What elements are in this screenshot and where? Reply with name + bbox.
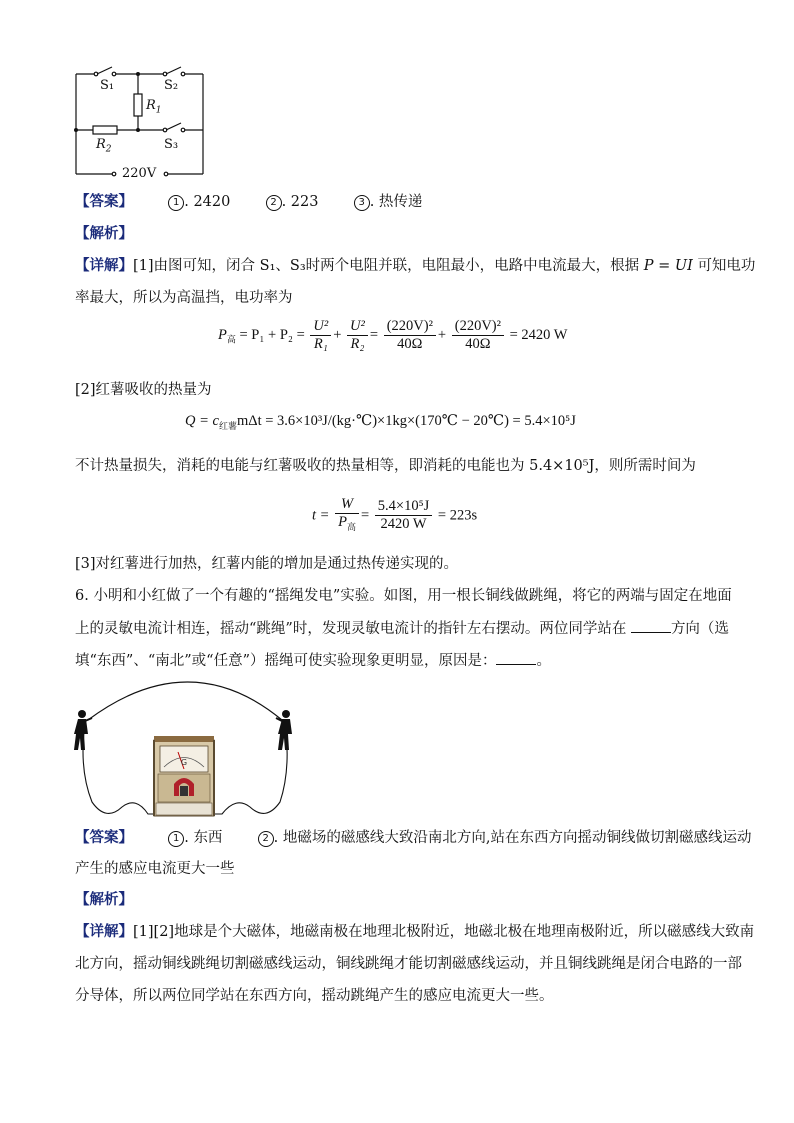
answer-blank-1	[631, 632, 671, 633]
q5-detail-line2: 率最大，所以为高温挡，电功率为	[75, 290, 293, 306]
q5-answer: 【答案】 1 . 2420 2 . 223 3 . 热传递	[75, 193, 423, 210]
galvanometer-label: G	[180, 758, 188, 767]
person-right-icon	[276, 710, 292, 750]
q6-question-line1: 6. 小明和小红做了一个有趣的“摇绳发电”实验。如图，用一根长铜线做跳绳，将它的两端与固定在地面	[75, 588, 732, 604]
q6-question-line2: 上的灵敏电流计相连，摇动“跳绳”时，发现灵敏电流计的指针左右摆动。两位同学站在 方向（选	[75, 621, 729, 637]
q6-analysis-tag: 【解析】	[75, 891, 133, 908]
q6-answer-cont: 产生的感应电流更大一些	[75, 861, 235, 877]
equation-power: $P_高 = P_1 + P_2$ = $\frac{\text{U²}}{\text{R₁}}$ + $\frac{\text{U²}}{\text{R₂}}$ = $\frac{\text{(220V)²}}{40\Omega}$ + $\frac{\text{(220V)²}}{40\Omega}$ = 2420 W	[218, 318, 568, 352]
label-s2: S₂	[164, 78, 179, 93]
label-r1: $R_1$	[146, 98, 162, 116]
answer-blank-2	[496, 664, 536, 665]
galvanometer-icon	[154, 736, 214, 816]
equation-heat: $Q = c_{红薯}m\Delta t$ = 3.6×10³J/(kg·℃)×1kg×(170℃ − 20℃) = 5.4×10⁵J	[185, 413, 576, 431]
label-r2: $R_2$	[96, 137, 112, 155]
q5-detail-line4: 不计热量损失，消耗的电能与红薯吸收的热量相等，即消耗的电能也为 5.4×10⁵J，则所需时间为	[75, 458, 696, 474]
q6-detail-line1: 【详解】[1][2]地球是个大磁体，地磁南极在地理北极附近，地磁北极在地理南极附近，所以磁感线大致南	[75, 923, 755, 940]
label-s1: S₁	[100, 78, 115, 93]
q6-detail-line3: 分导体，所以两位同学站在东西方向，摇动跳绳产生的感应电流更大一些。	[75, 988, 554, 1004]
label-voltage: 220V	[122, 166, 157, 181]
q5-detail-line5: [3]对红薯进行加热，红薯内能的增加是通过热传递实现的。	[75, 556, 459, 572]
rope-galvanometer-illustration	[70, 672, 310, 822]
label-s3: S₃	[164, 137, 179, 152]
q6-answer: 【答案】 1 . 东西 2 . 地磁场的磁感线大致沿南北方向,站在东西方向摇动铜线做切割磁感线运动	[75, 829, 752, 846]
q6-detail-line2: 北方向，摇动铜线跳绳切割磁感线运动，铜线跳绳才能切割磁感线运动，并且铜线跳绳是闭合电路的一部	[75, 956, 742, 972]
person-left-icon	[74, 710, 92, 750]
equation-time: t = $\frac{W}{P_高}$ = $\frac{\text{5.4×10⁵J}}{2420 W}$ = 223s	[312, 496, 478, 533]
q6-question-line3: 填“东西”、“南北”或“任意”）摇绳可使实验现象更明显，原因是： 。	[75, 653, 551, 669]
q5-analysis-tag: 【解析】	[75, 225, 133, 242]
q5-detail-line1: 【详解】[1]由图可知，闭合 S₁、S₃时两个电阻并联，电阻最小，电路中电流最大，根据 P = UI 可知电功	[75, 257, 756, 274]
q5-detail-line3: [2]红薯吸收的热量为	[75, 382, 212, 398]
